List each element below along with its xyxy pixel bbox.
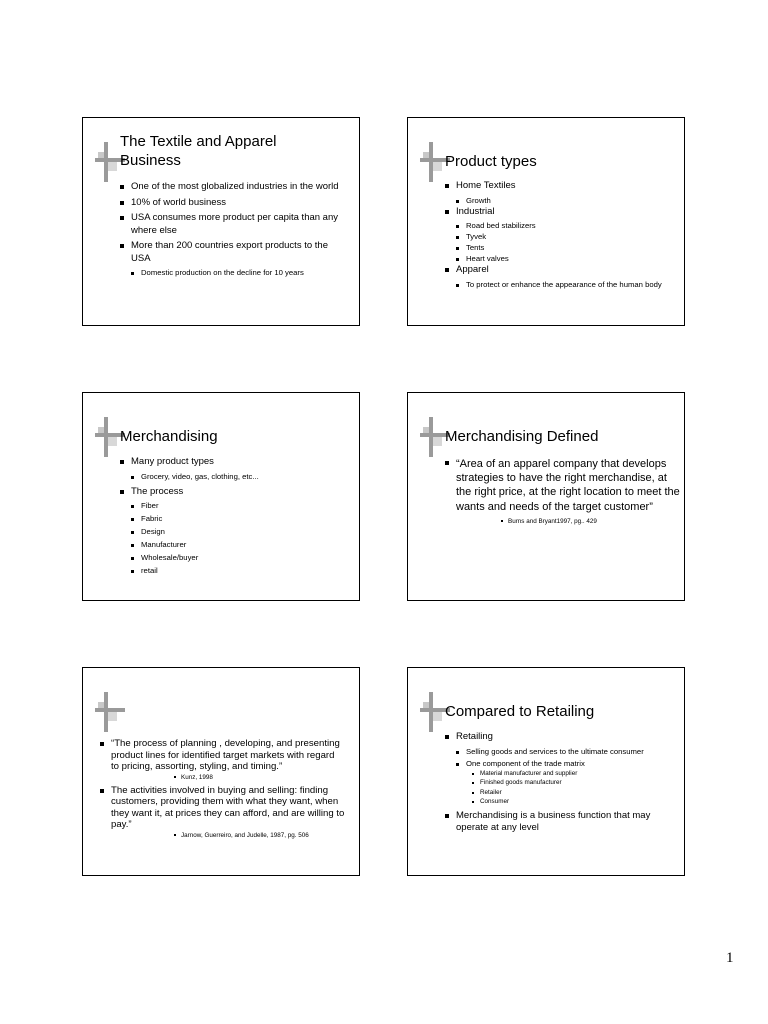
- quote-bullet: “The process of planning , developing, and presenting product lines for identified target markets with regard to pricing, assorting, styling, and timing.”: [99, 738, 345, 773]
- sub-bullet: retail: [129, 566, 349, 576]
- sub-bullet: Heart valves: [454, 254, 674, 264]
- sub-bullet: Fabric: [129, 514, 349, 524]
- slide-product-types: [407, 117, 685, 326]
- sub-bullet: Growth: [454, 196, 674, 206]
- slide-crosshair-decoration: [95, 692, 125, 732]
- slide-textile-apparel-business: [82, 117, 360, 326]
- slide-title: The Textile and Apparel Business: [120, 133, 277, 169]
- slide-title: Merchandising Defined: [445, 428, 599, 445]
- bullet: Apparel: [444, 264, 674, 277]
- bullet: Home Textiles: [444, 180, 674, 193]
- sub-bullet: Domestic production on the decline for 10 years: [129, 268, 349, 278]
- sub-bullet: Tyvek: [454, 232, 674, 242]
- sub-bullet: Wholesale/buyer: [129, 553, 349, 563]
- sub-bullet: Road bed stabilizers: [454, 221, 674, 231]
- slide-content: [444, 731, 674, 838]
- sub-sub-bullet: Finished goods manufacturer: [470, 778, 674, 788]
- quote-bullet: “Area of an apparel company that develops strategies to have the right merchandise, at the right price, at the right location to meet the wants and needs of the target customer”: [444, 457, 681, 514]
- citation: Jarnow, Guerreiro, and Judelle, 1987, pg. 506: [173, 831, 345, 840]
- sub-bullet: Grocery, video, gas, clothing, etc...: [129, 472, 349, 482]
- slide-merchandising-definitions: [82, 667, 360, 876]
- citation: Kunz, 1998: [173, 773, 345, 782]
- sub-bullet: Tents: [454, 243, 674, 253]
- bullet: USA consumes more product per capita than any where else: [119, 212, 349, 237]
- sub-sub-bullet: Retailer: [470, 788, 674, 798]
- sub-bullet: Selling goods and services to the ultimate consumer: [454, 747, 674, 757]
- sub-bullet: To protect or enhance the appearance of the human body: [454, 280, 674, 290]
- slide-compared-to-retailing: [407, 667, 685, 876]
- slide-merchandising: [82, 392, 360, 601]
- bullet: The activities involved in buying and selling: finding customers, providing them with what they want, when they want it, at prices they can afford, and are willing to pay.”: [99, 785, 345, 831]
- sub-bullet: One component of the trade matrix: [454, 759, 674, 769]
- bullet: 10% of world business: [119, 197, 349, 210]
- slide-merchandising-defined: [407, 392, 685, 601]
- bullet: Many product types: [119, 456, 349, 469]
- sub-bullet: Fiber: [129, 501, 349, 511]
- slide-title: Product types: [445, 153, 537, 170]
- slide-title: Merchandising: [120, 428, 218, 445]
- slide-content: [119, 456, 349, 576]
- bullet: Industrial: [444, 206, 674, 219]
- slide-content: [119, 181, 349, 278]
- bullet: More than 200 countries export products to the USA: [119, 240, 349, 265]
- citation: Burns and Bryant1997, pg.. 429: [500, 517, 674, 526]
- slide-content: [444, 457, 680, 526]
- bullet: Retailing: [444, 731, 674, 744]
- slide-content: [444, 180, 674, 290]
- sub-bullet: Manufacturer: [129, 540, 349, 550]
- sub-sub-bullet: Material manufacturer and supplier: [470, 769, 674, 779]
- slide-title: Compared to Retailing: [445, 703, 595, 720]
- sub-sub-bullet: Consumer: [470, 797, 674, 807]
- sub-bullet: Design: [129, 527, 349, 537]
- page-number: 1: [726, 950, 734, 966]
- slide-content: [99, 738, 345, 840]
- bullet: Merchandising is a business function that may operate at any level: [444, 810, 674, 835]
- bullet: One of the most globalized industries in the world: [119, 181, 349, 194]
- bullet: The process: [119, 486, 349, 499]
